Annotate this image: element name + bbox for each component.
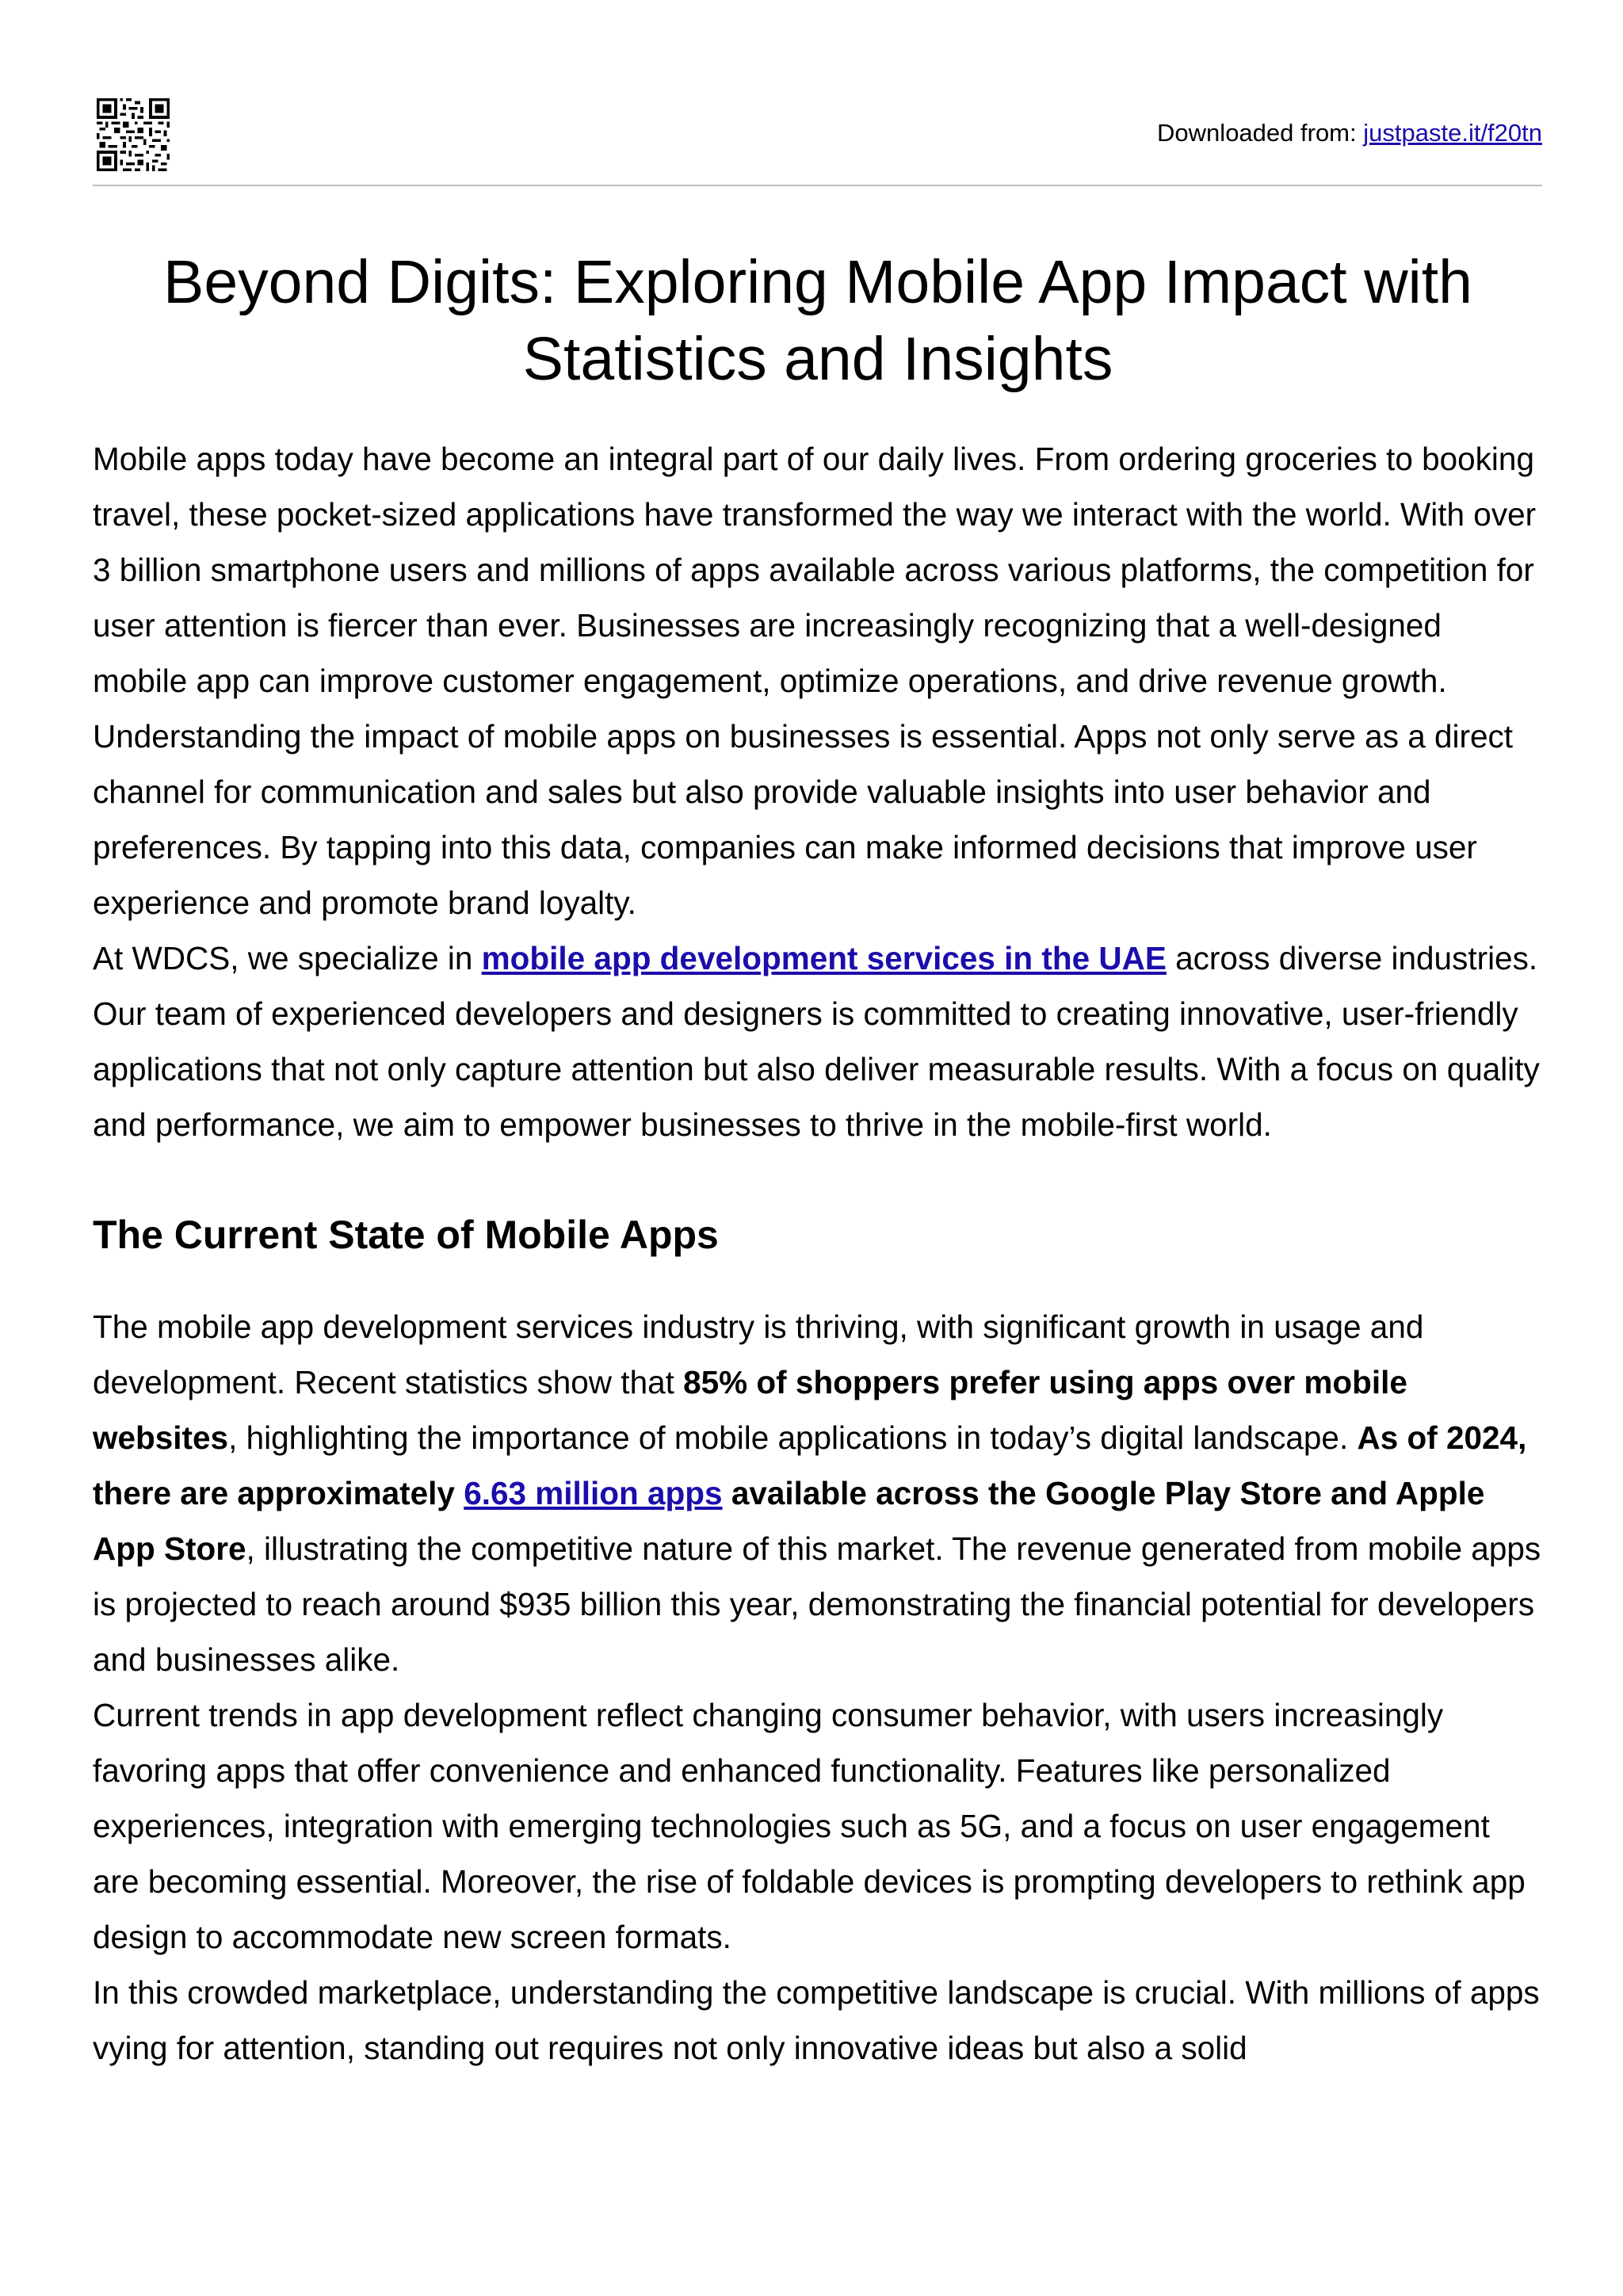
header-divider: [93, 185, 1542, 186]
intro-paragraph-3: [93, 930, 1543, 1152]
qr-code: [97, 98, 170, 171]
section-paragraph-3: In this crowded marketplace, understanding the competitive landscape is crucial. With millions of apps vying for attention, standing out requires not only innovative ideas but also a solid: [93, 1974, 1540, 2066]
title-line-2: Statistics and Insights: [522, 325, 1113, 393]
downloaded-label: Downloaded from:: [1157, 119, 1357, 147]
downloaded-from: [1157, 117, 1542, 149]
s1-p1-bold-apps-b: available across the Google Play Store and Apple App Store: [93, 1475, 1485, 1567]
s1-p1-text-c: , highlighting the importance of mobile applications in today’s digital landscape.: [228, 1419, 1358, 1456]
s1-p1-bold-apps-a: As of 2024, there are approximately: [93, 1419, 1527, 1511]
apps-count-link[interactable]: 6.63 million apps: [464, 1475, 723, 1511]
s1-p1-text-f: , illustrating the competitive nature of this market. The revenue generated from mobile apps is projected to reach around $935 billion this year, demonstrating the financial potential for developers and businesses alike.: [93, 1530, 1541, 1678]
s1-p1-text-a: The mobile app development services industry is thriving, with significant growth in usage and development. Recent statistics show that: [93, 1308, 1424, 1400]
intro-paragraph-2: Understanding the impact of mobile apps on businesses is essential. Apps not only serve as a direct channel for communication and sales but also provide valuable insights into user behavior and preferences. By tapping into this data, companies can make informed decisions that improve user experience and promote brand loyalty.: [93, 718, 1514, 921]
title-line-1: Beyond Digits: Exploring Mobile App Impact with: [162, 248, 1473, 316]
section-heading: The Current State of Mobile Apps: [93, 1213, 719, 1257]
uae-services-link[interactable]: mobile app development services in the UAE: [481, 940, 1167, 976]
section-paragraph-1: [93, 1299, 1543, 1687]
section-paragraph-2: Current trends in app development reflect changing consumer behavior, with users increasingly favoring apps that offer convenience and enhanced functionality. Features like personalized experiences, integration with emerging technologies such as 5G, and a focus on user engagement are becoming essential. Moreover, the rise of foldable devices is prompting developers to rethink app design to accommodate new screen formats.: [93, 1697, 1526, 1955]
intro-p3-text-a: At WDCS, we specialize in: [93, 940, 482, 976]
article: [93, 244, 1543, 2076]
page-title: [93, 244, 1543, 398]
source-link[interactable]: justpaste.it/f20tn: [1363, 119, 1542, 147]
s1-p1-bold-stat: 85% of shoppers prefer using apps over mobile websites: [93, 1364, 1407, 1456]
qr-code-icon: [97, 98, 170, 171]
intro-p3-text-b: across diverse industries. Our team of experienced developers and designers is committed to creating innovative, user-friendly applications that not only capture attention but also deliver measurable results. With a focus on quality and performance, we aim to empower businesses to thrive in the mobile-first world.: [93, 940, 1540, 1143]
intro-paragraph-1: Mobile apps today have become an integral part of our daily lives. From ordering groceries to booking travel, these pocket-sized applications have transformed the way we interact with the world. With over 3 billion smartphone users and millions of apps available across various platforms, the competition for user attention is fiercer than ever. Businesses are increasingly recognizing that a well-designed mobile app can improve customer engagement, optimize operations, and drive revenue growth.: [93, 441, 1537, 699]
